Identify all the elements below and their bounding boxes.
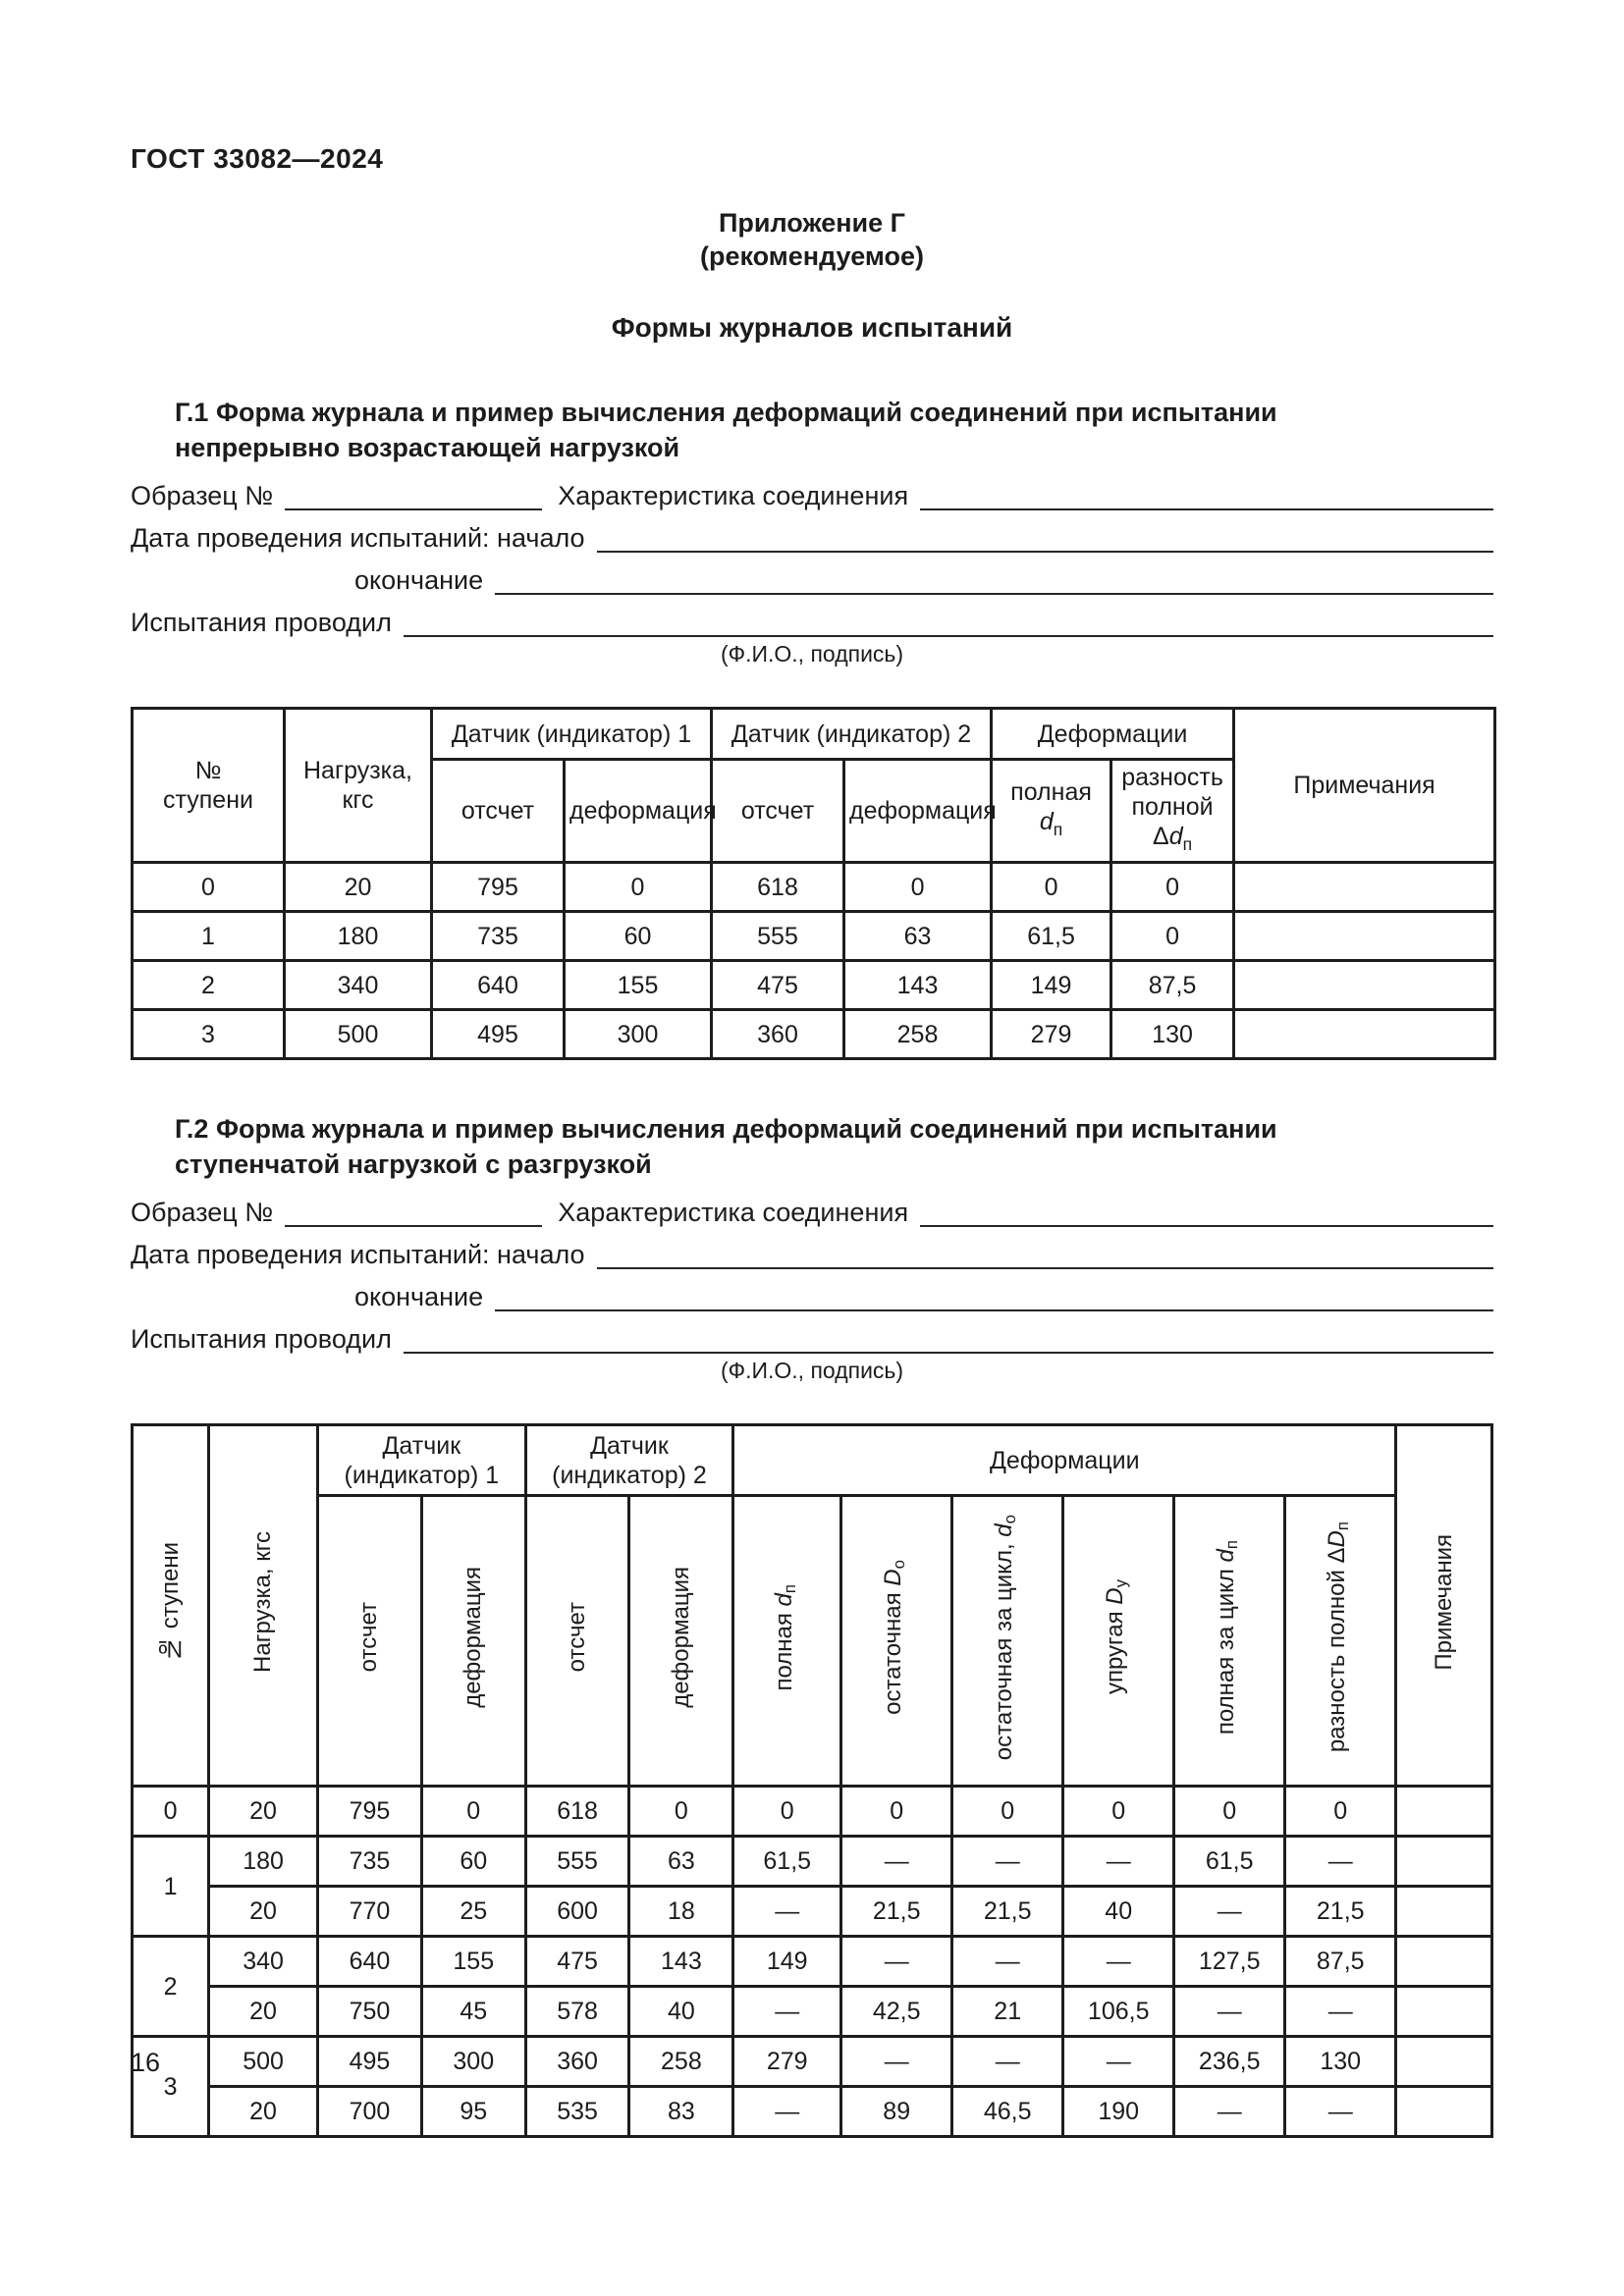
column-header: деформация: [421, 1496, 525, 1787]
sample-no-label: Образец №: [131, 1198, 274, 1227]
sample-no-label: Образец №: [131, 481, 274, 510]
column-header: остаточная за цикл, $d_о$: [952, 1496, 1063, 1787]
column-header-def2: деформация: [844, 760, 992, 863]
table-row: [133, 1937, 1492, 1987]
cell: 190: [1063, 2087, 1174, 2137]
blank-line: [495, 563, 1493, 595]
cell: [1396, 1887, 1492, 1937]
column-header: отсчет: [525, 1496, 629, 1787]
cell: 279: [733, 2037, 841, 2087]
cell: 155: [421, 1937, 525, 1987]
cell: 60: [565, 912, 712, 961]
cell: 20: [209, 2087, 318, 2137]
cell: 0: [841, 1787, 952, 1837]
cell: 475: [525, 1937, 629, 1987]
cell: 20: [209, 1987, 318, 2037]
column-header: остаточная $D_о$: [841, 1496, 952, 1787]
column-header-load: Нагрузка, кгс: [285, 709, 432, 863]
cell: —: [952, 1937, 1063, 1987]
column-header: упругая $D_у$: [1063, 1496, 1174, 1787]
form-line-date-end: [131, 563, 1493, 595]
column-header-notes: Примечания: [1396, 1425, 1492, 1787]
cell: 258: [844, 1010, 992, 1059]
cell: 0: [952, 1787, 1063, 1837]
date-start-label: Дата проведения испытаний: начало: [131, 523, 585, 553]
cell: 40: [629, 1987, 733, 2037]
cell: 143: [844, 961, 992, 1010]
appendix-header: [131, 206, 1493, 273]
cell: 21,5: [952, 1887, 1063, 1937]
group-header-sensor2: Датчик (индикатор) 2: [525, 1425, 733, 1496]
cell: 149: [992, 961, 1111, 1010]
cell: 600: [525, 1887, 629, 1937]
cell: 3: [133, 1010, 285, 1059]
cell: 20: [209, 1887, 318, 1937]
section1-heading: Г.1 Форма журнала и пример вычисления деформаций соединений при испытании непрерывно возрастающей нагрузкой: [175, 398, 1277, 462]
section2-heading: Г.2 Форма журнала и пример вычисления деформаций соединений при испытании ступенчатой нагрузкой с разгрузкой: [175, 1114, 1277, 1179]
stage-cell: 1: [133, 1837, 209, 1937]
cell: 149: [733, 1937, 841, 1987]
cell: 83: [629, 2087, 733, 2137]
blank-line: [920, 1196, 1493, 1227]
cell: —: [1285, 1837, 1396, 1887]
cell: 63: [844, 912, 992, 961]
cell: —: [1285, 1987, 1396, 2037]
form-line-tester: [131, 1322, 1493, 1354]
cell: [1234, 1010, 1495, 1059]
cell: —: [1174, 1887, 1285, 1937]
appendix-kind: (рекомендуемое): [700, 241, 924, 271]
cell: 360: [712, 1010, 844, 1059]
group-header-sensor1: Датчик (индикатор) 1: [318, 1425, 526, 1496]
blank-line: [404, 606, 1493, 637]
cell: 106,5: [1063, 1987, 1174, 2037]
column-header-load: Нагрузка, кгс: [209, 1425, 318, 1787]
cell: [1234, 961, 1495, 1010]
cell: —: [733, 1887, 841, 1937]
cell: 0: [733, 1787, 841, 1837]
cell: [1396, 2037, 1492, 2087]
stage-cell: 0: [133, 1787, 209, 1837]
cell: 130: [1111, 1010, 1234, 1059]
column-header-stage: № ступени: [133, 1425, 209, 1787]
table-row: [133, 1887, 1492, 1937]
section1-form: [131, 479, 1493, 667]
group-header-sensor1: Датчик (индикатор) 1: [432, 709, 712, 760]
column-header-notes: Примечания: [1234, 709, 1495, 863]
cell: 535: [525, 2087, 629, 2137]
column-header-def1: деформация: [565, 760, 712, 863]
signature-hint: (Ф.И.О., подпись): [720, 641, 904, 667]
date-end-label: окончание: [354, 565, 484, 595]
joint-char-label: Характеристика соединения: [558, 1198, 909, 1227]
cell: —: [1063, 2037, 1174, 2087]
cell: 21,5: [841, 1887, 952, 1937]
table-continuous-load: [131, 707, 1496, 1060]
cell: 143: [629, 1937, 733, 1987]
cell: 155: [565, 961, 712, 1010]
cell: 42,5: [841, 1987, 952, 2037]
cell: 20: [209, 1787, 318, 1837]
cell: [1396, 1837, 1492, 1887]
column-header: деформация: [629, 1496, 733, 1787]
cell: 236,5: [1174, 2037, 1285, 2087]
cell: 475: [712, 961, 844, 1010]
cell: 60: [421, 1837, 525, 1887]
cell: 495: [318, 2037, 422, 2087]
cell: 0: [1111, 912, 1234, 961]
table-row: [133, 1837, 1492, 1887]
cell: 555: [712, 912, 844, 961]
blank-line: [597, 521, 1493, 553]
table-row: [133, 2037, 1492, 2087]
cell: 95: [421, 2087, 525, 2137]
cell: 61,5: [992, 912, 1111, 961]
cell: [1234, 863, 1495, 912]
cell: 61,5: [1174, 1837, 1285, 1887]
cell: 555: [525, 1837, 629, 1887]
cell: 0: [629, 1787, 733, 1837]
form-line-tester: [131, 606, 1493, 637]
cell: —: [1174, 1987, 1285, 2037]
section2-form: [131, 1196, 1493, 1384]
cell: 618: [712, 863, 844, 912]
cell: —: [733, 1987, 841, 2037]
cell: 25: [421, 1887, 525, 1937]
cell: 795: [318, 1787, 422, 1837]
table-row: [133, 2087, 1492, 2137]
table-row: [133, 912, 1495, 961]
cell: 130: [1285, 2037, 1396, 2087]
cell: 640: [432, 961, 565, 1010]
column-header-diff-def: разность полной $\Delta d_п$: [1111, 760, 1234, 863]
cell: 89: [841, 2087, 952, 2137]
column-header-full-def: полная $d_п$: [992, 760, 1111, 863]
group-header-sensor2: Датчик (индикатор) 2: [712, 709, 992, 760]
column-header-stage: № ступени: [133, 709, 285, 863]
cell: 1: [133, 912, 285, 961]
conducted-by-label: Испытания проводил: [131, 608, 392, 637]
table-row: [133, 1010, 1495, 1059]
cell: 360: [525, 2037, 629, 2087]
cell: 495: [432, 1010, 565, 1059]
cell: 63: [629, 1837, 733, 1887]
cell: [1396, 1987, 1492, 2037]
date-end-label: окончание: [354, 1282, 484, 1311]
cell: 258: [629, 2037, 733, 2087]
cell: 20: [285, 863, 432, 912]
form-line-sample: [131, 479, 1493, 510]
cell: 500: [285, 1010, 432, 1059]
cell: 770: [318, 1887, 422, 1937]
column-header: полная за цикл $d_п$: [1174, 1496, 1285, 1787]
cell: 300: [421, 2037, 525, 2087]
cell: —: [952, 2037, 1063, 2087]
cell: 0: [1063, 1787, 1174, 1837]
cell: 18: [629, 1887, 733, 1937]
group-header-deformations: Деформации: [992, 709, 1234, 760]
table-row: [133, 863, 1495, 912]
table-row: [133, 1787, 1492, 1837]
cell: —: [1285, 2087, 1396, 2137]
cell: 2: [133, 961, 285, 1010]
cell: 40: [1063, 1887, 1174, 1937]
cell: 700: [318, 2087, 422, 2137]
blank-line: [404, 1322, 1493, 1354]
column-header: разность полной $\Delta D_п$: [1285, 1496, 1396, 1787]
blank-line: [285, 1196, 542, 1227]
cell: 578: [525, 1987, 629, 2037]
cell: 127,5: [1174, 1937, 1285, 1987]
form-line-date-start: [131, 1238, 1493, 1269]
column-header: полная $d_п$: [733, 1496, 841, 1787]
table-row: [133, 1987, 1492, 2037]
cell: 87,5: [1285, 1937, 1396, 1987]
form-line-date-end: [131, 1280, 1493, 1311]
cell: —: [1063, 1937, 1174, 1987]
cell: 45: [421, 1987, 525, 2037]
cell: 21: [952, 1987, 1063, 2037]
cell: 21,5: [1285, 1887, 1396, 1937]
cell: 0: [421, 1787, 525, 1837]
date-start-label: Дата проведения испытаний: начало: [131, 1240, 585, 1269]
cell: —: [733, 2087, 841, 2137]
table-step-load: [131, 1423, 1493, 2138]
cell: 180: [285, 912, 432, 961]
cell: 0: [844, 863, 992, 912]
blank-line: [920, 479, 1493, 510]
cell: 750: [318, 1987, 422, 2037]
column-header: отсчет: [318, 1496, 422, 1787]
cell: [1396, 2087, 1492, 2137]
cell: 340: [209, 1937, 318, 1987]
blank-line: [285, 479, 542, 510]
conducted-by-label: Испытания проводил: [131, 1324, 392, 1354]
cell: 46,5: [952, 2087, 1063, 2137]
cell: 279: [992, 1010, 1111, 1059]
cell: [1234, 912, 1495, 961]
cell: —: [1174, 2087, 1285, 2137]
cell: 640: [318, 1937, 422, 1987]
cell: 300: [565, 1010, 712, 1059]
cell: 87,5: [1111, 961, 1234, 1010]
column-header-count1: отсчет: [432, 760, 565, 863]
cell: 180: [209, 1837, 318, 1887]
page-number: 16: [131, 2048, 161, 2077]
page-content: [131, 0, 1493, 2138]
cell: 735: [432, 912, 565, 961]
cell: 61,5: [733, 1837, 841, 1887]
joint-char-label: Характеристика соединения: [558, 481, 909, 510]
column-header-count2: отсчет: [712, 760, 844, 863]
cell: 0: [992, 863, 1111, 912]
blank-line: [597, 1238, 1493, 1269]
form-line-sample: [131, 1196, 1493, 1227]
cell: 0: [1174, 1787, 1285, 1837]
blank-line: [495, 1280, 1493, 1311]
document-code: ГОСТ 33082—2024: [131, 143, 384, 174]
cell: 0: [133, 863, 285, 912]
cell: 795: [432, 863, 565, 912]
cell: —: [841, 2037, 952, 2087]
cell: —: [841, 1837, 952, 1887]
table-row: [133, 961, 1495, 1010]
cell: 500: [209, 2037, 318, 2087]
cell: [1396, 1787, 1492, 1837]
cell: [1396, 1937, 1492, 1987]
page-title: Формы журналов испытаний: [611, 312, 1013, 343]
appendix-label: Приложение Г: [719, 208, 905, 238]
stage-cell: 3: [133, 2037, 209, 2137]
cell: 0: [1285, 1787, 1396, 1837]
cell: 340: [285, 961, 432, 1010]
cell: —: [841, 1937, 952, 1987]
signature-hint: (Ф.И.О., подпись): [720, 1358, 904, 1383]
form-line-date-start: [131, 521, 1493, 553]
cell: —: [1063, 1837, 1174, 1887]
cell: —: [952, 1837, 1063, 1887]
cell: 618: [525, 1787, 629, 1837]
cell: 735: [318, 1837, 422, 1887]
group-header-deformations: Деформации: [733, 1425, 1396, 1496]
cell: 0: [1111, 863, 1234, 912]
cell: 0: [565, 863, 712, 912]
stage-cell: 2: [133, 1937, 209, 2037]
